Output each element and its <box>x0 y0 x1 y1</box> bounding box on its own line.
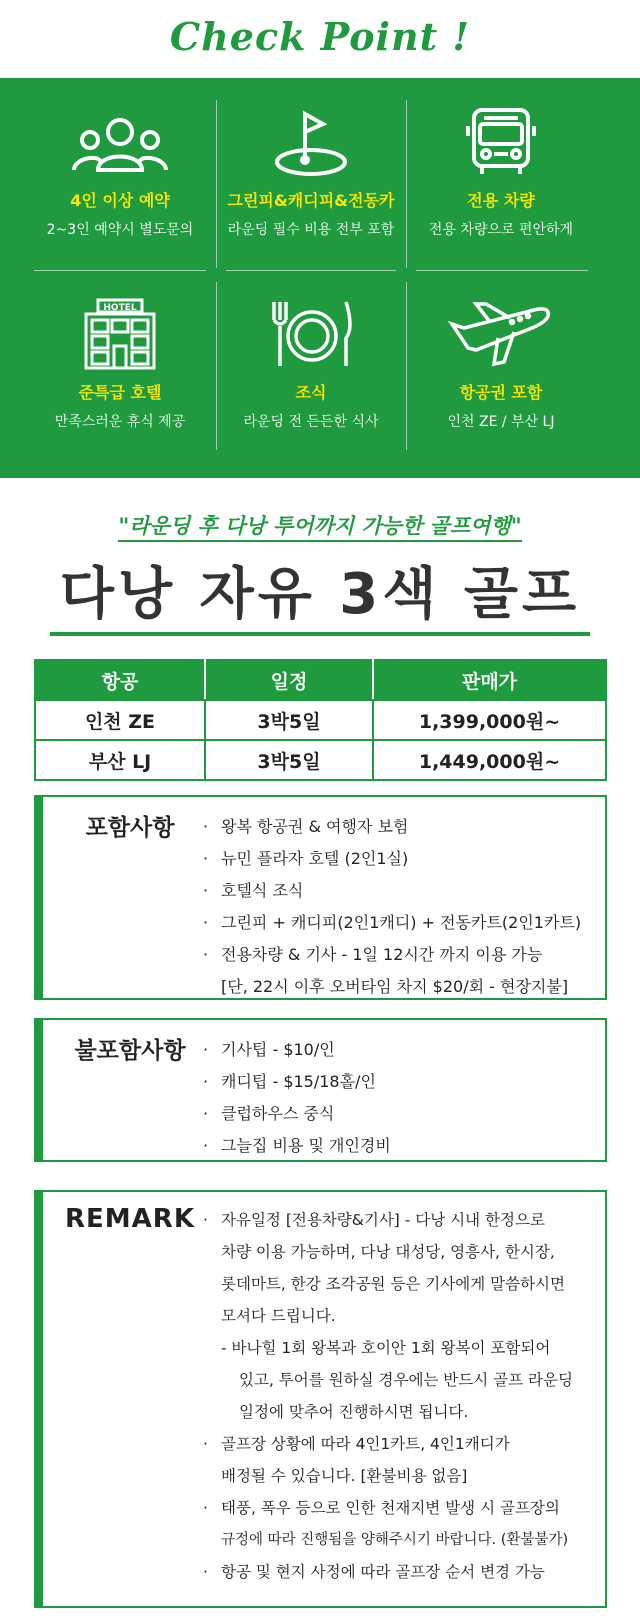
main-title: 다낭 자유 3색 골프 <box>59 562 581 627</box>
divider <box>226 270 396 271</box>
excluded-list <box>203 1034 391 1162</box>
feature-airfare <box>406 278 596 431</box>
sub-item-continuation: 일정에 맞추어 진행하시면 됩니다. <box>239 1403 469 1421</box>
page-header-title: Check Point ! <box>169 14 471 59</box>
feature-title: 그린피&캐디피&전동카 <box>227 191 395 210</box>
feature-desc: 인천 ZE / 부산 LJ <box>447 414 555 430</box>
feature-breakfast <box>216 278 406 431</box>
svg-text:HOTEL: HOTEL <box>103 303 137 313</box>
list-item: · 호텔식 조식 <box>203 881 304 900</box>
bus-icon <box>406 86 596 178</box>
list-item: · 항공 및 현지 사정에 따라 골프장 순서 변경 가능 <box>203 1563 545 1581</box>
table-header-row <box>35 660 606 700</box>
feature-title: 항공권 포함 <box>459 383 543 402</box>
included-list <box>203 811 581 1003</box>
list-item: · 기사팁 - $10/인 <box>203 1040 335 1059</box>
remark-heading: REMARK <box>65 1204 195 1234</box>
feature-fees-included <box>216 86 406 239</box>
col-header-airline: 항공 <box>35 660 205 700</box>
cell-price: 1,399,000원~ <box>373 700 606 740</box>
divider <box>416 270 588 271</box>
list-item-continuation: 규정에 따라 진행됨을 양해주시기 바랍니다. (환불불가) <box>221 1532 569 1548</box>
list-item-continuation: 차량 이용 가능하며, 다낭 대성당, 영흥사, 한시장, <box>221 1243 555 1261</box>
tagline <box>0 510 640 540</box>
cell-airline: 인천 ZE <box>35 700 205 740</box>
price-table <box>34 659 607 781</box>
dining-icon <box>216 278 406 370</box>
feature-desc: 라운딩 필수 비용 전부 포함 <box>227 222 395 238</box>
excluded-heading: 불포함사항 <box>74 1038 186 1064</box>
cell-schedule: 3박5일 <box>205 740 373 780</box>
list-item-continuation: 배정될 수 있습니다. [환불비용 없음] <box>221 1467 468 1485</box>
list-item: · 그늘집 비용 및 개인경비 <box>203 1136 391 1155</box>
cell-airline: 부산 LJ <box>35 740 205 780</box>
divider <box>34 270 206 271</box>
cell-schedule: 3박5일 <box>205 700 373 740</box>
tagline-text: "라운딩 후 다낭 투어까지 가능한 골프여행" <box>118 514 521 542</box>
list-item: · 태풍, 폭우 등으로 인한 천재지변 발생 시 골프장의 <box>203 1499 560 1517</box>
table-row <box>35 740 606 780</box>
remark-box <box>34 1190 607 1608</box>
sub-item: - 바나힐 1회 왕복과 호이안 1회 왕복이 포함되어 <box>221 1339 551 1357</box>
feature-desc: 2~3인 예약시 별도문의 <box>46 222 194 238</box>
feature-hotel <box>25 278 215 431</box>
list-item: · 뉴민 플라자 호텔 (2인1실) <box>203 849 409 868</box>
col-header-price: 판매가 <box>373 660 606 700</box>
feature-title: 조식 <box>295 383 327 402</box>
included-box <box>34 795 607 1000</box>
feature-group-booking <box>25 86 215 239</box>
group-icon <box>25 86 215 178</box>
list-item-continuation: 모셔다 드립니다. <box>221 1307 336 1325</box>
list-item: · 캐디팁 - $15/18홀/인 <box>203 1072 376 1091</box>
list-item: · 그린피 + 캐디피(2인1캐디) + 전동카트(2인1카트) <box>203 913 582 932</box>
feature-desc: 전용 차량으로 편안하게 <box>428 222 574 238</box>
feature-title: 준특급 호텔 <box>78 383 162 402</box>
list-item: · 골프장 상황에 따라 4인1카트, 4인1캐디가 <box>203 1435 510 1453</box>
list-item: · 전용차량 & 기사 - 1일 12시간 까지 이용 가능 <box>203 945 543 964</box>
feature-title: 4인 이상 예약 <box>70 191 170 210</box>
included-heading: 포함사항 <box>85 815 175 841</box>
list-item: · 자유일정 [전용차량&기사] - 다낭 시내 한정으로 <box>203 1211 545 1229</box>
airplane-icon <box>406 278 596 370</box>
cell-price: 1,449,000원~ <box>373 740 606 780</box>
list-item-continuation: [단, 22시 이후 오버타임 차지 $20/회 - 현장지불] <box>221 977 569 996</box>
col-header-schedule: 일정 <box>205 660 373 700</box>
title-underline <box>50 632 590 636</box>
feature-desc: 라운딩 전 든든한 식사 <box>243 414 379 430</box>
remark-list <box>203 1204 573 1588</box>
feature-desc: 만족스러운 휴식 제공 <box>54 414 186 430</box>
excluded-box <box>34 1018 607 1162</box>
feature-title: 전용 차량 <box>467 191 535 210</box>
table-row <box>35 700 606 740</box>
golf-flag-icon <box>216 86 406 178</box>
feature-private-vehicle <box>406 86 596 239</box>
list-item-continuation: 롯데마트, 한강 조각공원 등은 기사에게 말씀하시면 <box>221 1275 565 1293</box>
checkpoint-panel <box>0 78 640 478</box>
hotel-icon <box>25 278 215 370</box>
sub-item-continuation: 있고, 투어를 원하실 경우에는 반드시 골프 라운딩 <box>239 1371 573 1389</box>
list-item: · 왕복 항공권 & 여행자 보험 <box>203 817 409 836</box>
list-item: · 클럽하우스 중식 <box>203 1104 335 1123</box>
